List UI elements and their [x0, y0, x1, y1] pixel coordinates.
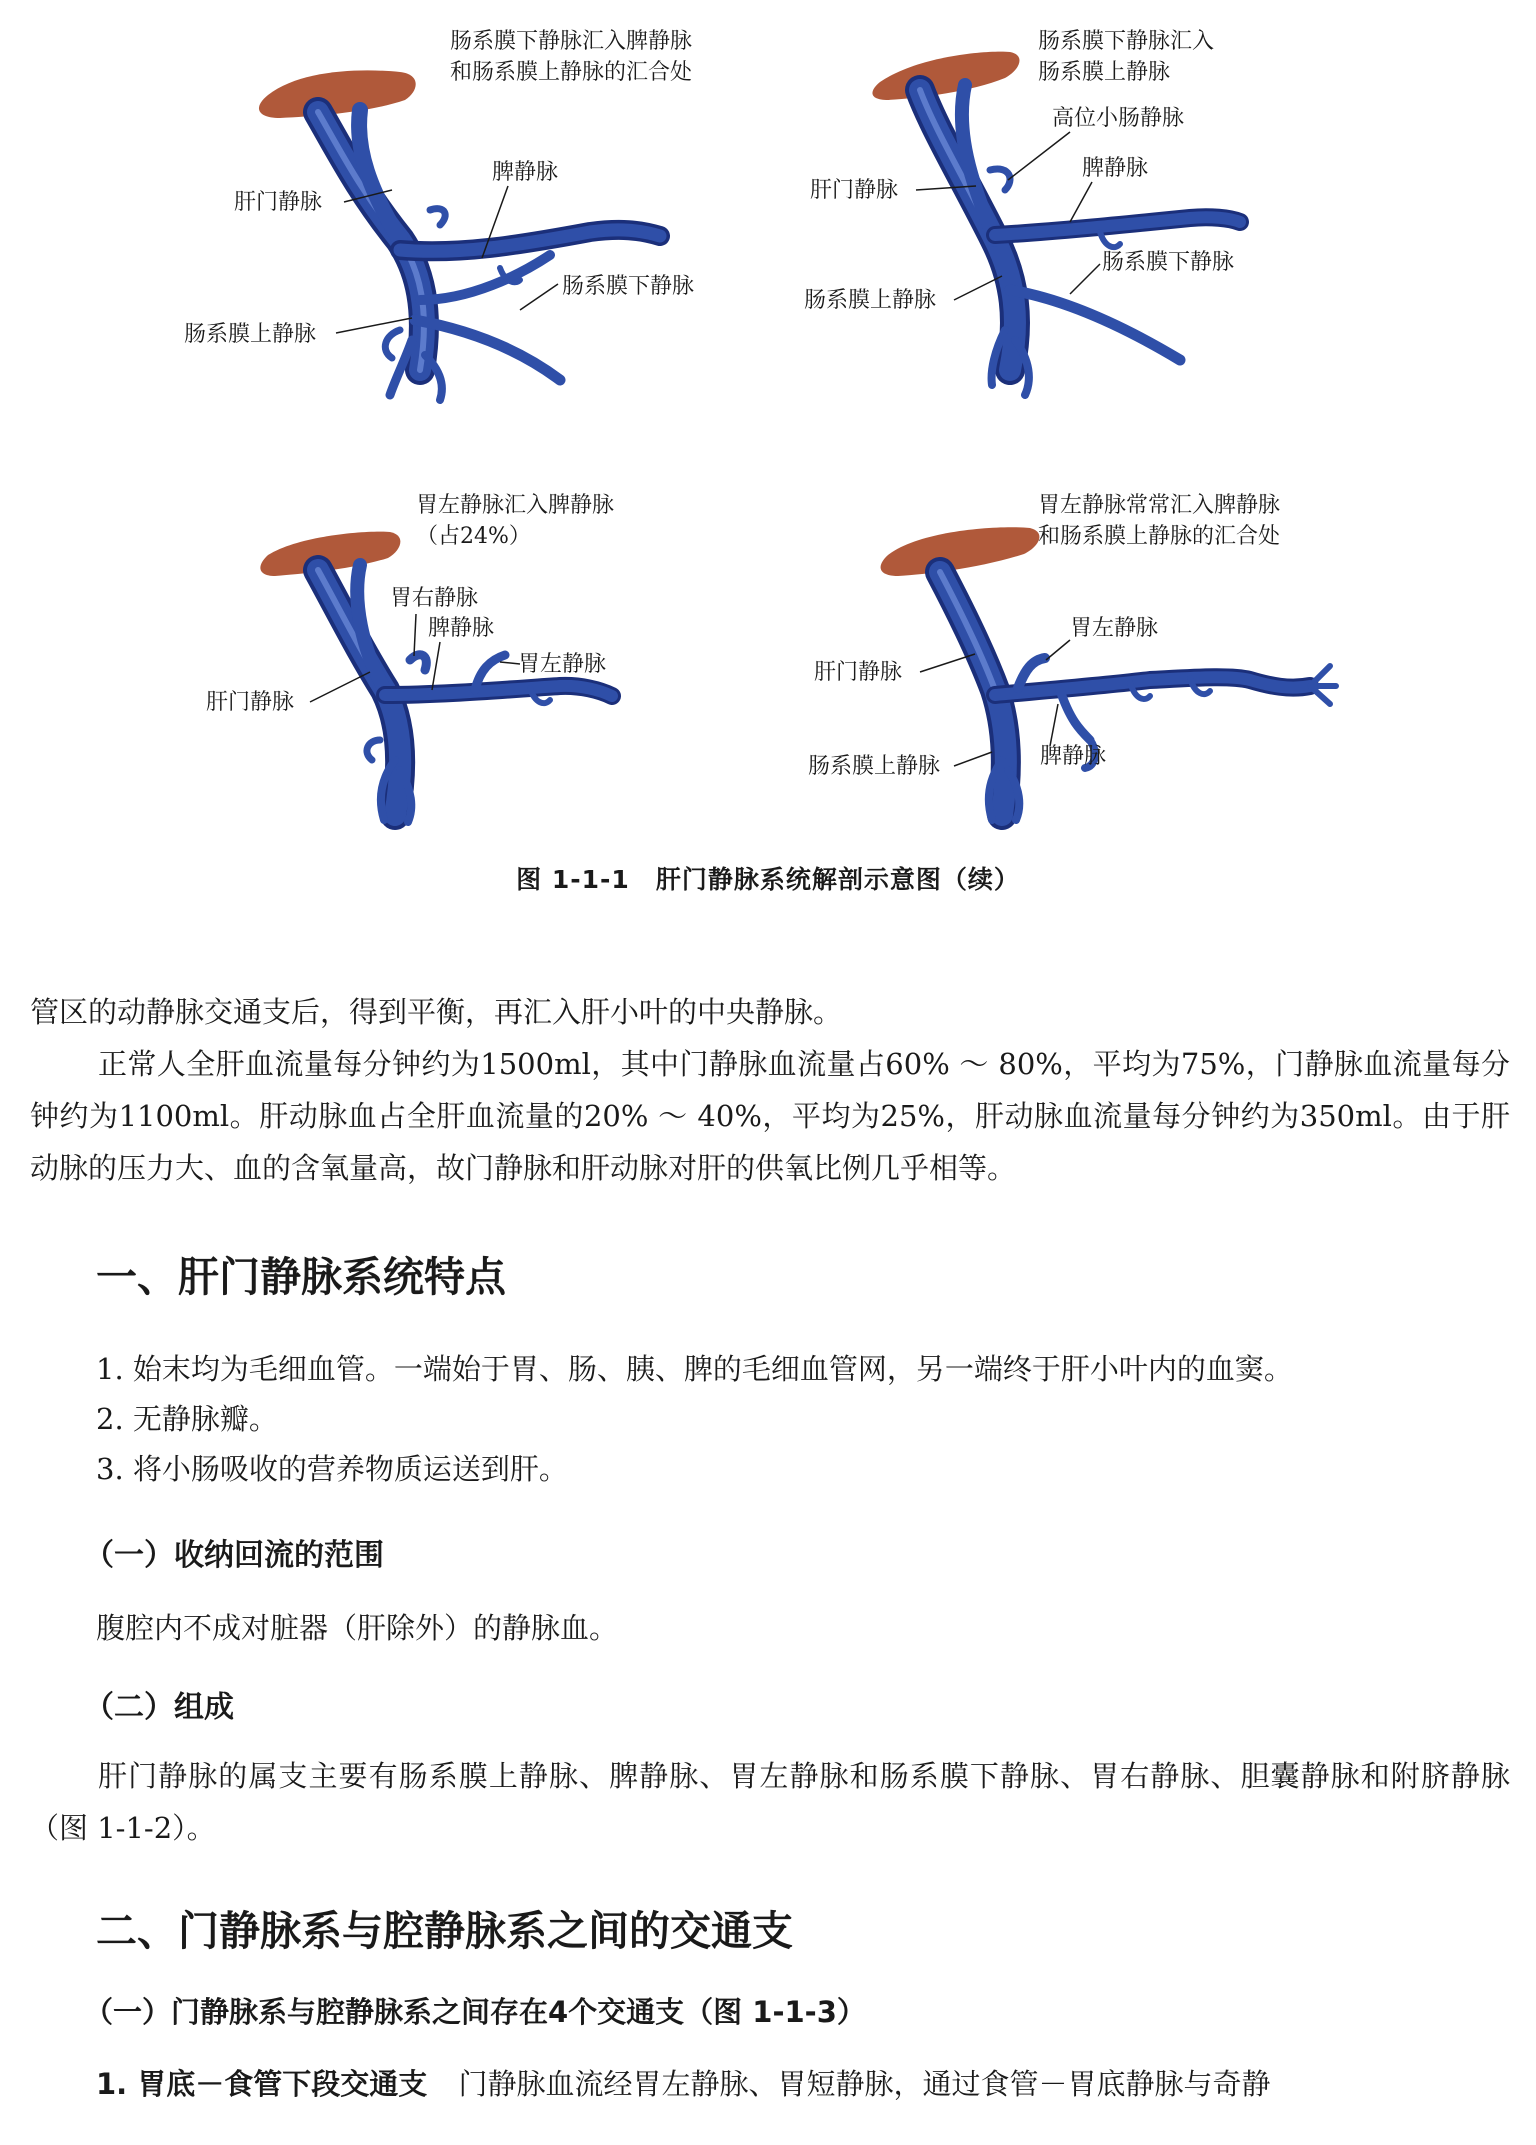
label-portal-vein: 肝门静脉 — [234, 190, 323, 215]
label-splenic-vein: 脾静脉 — [1040, 744, 1107, 769]
paragraph-continuation: 管区的动静脉交通支后，得到平衡，再汇入肝小叶的中央静脉。 — [30, 995, 843, 1029]
list-item: 3. 将小肠吸收的营养物质运送到肝。 — [96, 1452, 568, 1486]
paragraph-composition: 肝门静脉的属支主要有肠系膜上静脉、脾静脉、胃左静脉和肠系膜下静脉、胃右静脉、胆囊静脉和附脐静脉（图 1-1-2）。 — [30, 1759, 1510, 1845]
list-item: 2. 无静脉瓣。 — [96, 1402, 278, 1436]
label-top: 肠系膜下静脉汇入 肠系膜上静脉 — [1038, 29, 1215, 85]
subsection-heading-scope: （一）收纳回流的范围 — [84, 1538, 384, 1573]
paragraph-blood-flow: 正常人全肝血流量每分钟约为1500ml，其中门静脉血流量占60% ～ 80%，平均为75%，门静脉血流量每分钟约为1100ml。肝动脉血占全肝血流量的20% ～ 40%，平均为25%，肝动脉血流量每分钟约为350ml。由于肝动脉的压力大、血的含氧量高，故门静脉和肝动脉对肝的供氧比例几乎相等。 — [30, 1047, 1510, 1185]
item-title: 1. 胃底－食管下段交通支 — [96, 2067, 428, 2101]
label-splenic-vein: 脾静脉 — [1082, 156, 1149, 181]
figure-panel-2 — [770, 0, 1530, 420]
paragraph-scope: 腹腔内不成对脏器（肝除外）的静脉血。 — [96, 1611, 619, 1645]
label-left-gastric-vein: 胃左静脉 — [518, 652, 607, 677]
label-portal-vein: 肝门静脉 — [814, 660, 903, 685]
label-top: 肠系膜下静脉汇入脾静脉 和肠系膜上静脉的汇合处 — [450, 29, 693, 85]
label-inferior-mesenteric-vein: 肠系膜下静脉 — [562, 274, 695, 299]
list-item: 1. 始末均为毛细血管。一端始于胃、肠、胰、脾的毛细血管网，另一端终于肝小叶内的血窦。 — [96, 1352, 1293, 1386]
leader-lines-3 — [0, 490, 760, 840]
leader-lines-4 — [770, 490, 1530, 840]
figure-panel-4 — [770, 490, 1530, 840]
figure-panel-1 — [0, 0, 760, 420]
label-superior-mesenteric-vein: 肠系膜上静脉 — [804, 288, 937, 313]
figure-caption: 图 1-1-1 肝门静脉系统解剖示意图（续） — [516, 865, 1020, 894]
item-text: 门静脉血流经胃左静脉、胃短静脉，通过食管－胃底静脉与奇静 — [458, 2067, 1271, 2101]
subsection-heading-composition: （二）组成 — [84, 1690, 234, 1725]
leader-lines-1 — [0, 0, 760, 420]
label-top: 胃左静脉常常汇入脾静脉 和肠系膜上静脉的汇合处 — [1038, 493, 1281, 549]
subsection-heading-anastomoses: （一）门静脉系与腔静脉系之间存在4个交通支（图 1-1-3） — [84, 1995, 866, 2029]
label-splenic-vein: 脾静脉 — [428, 616, 495, 641]
section-heading-two: 二、门静脉系与腔静脉系之间的交通支 — [96, 1907, 793, 1955]
label-superior-mesenteric-vein: 肠系膜上静脉 — [184, 322, 317, 347]
label-right-gastric-vein: 胃右静脉 — [390, 586, 479, 611]
label-splenic-vein: 脾静脉 — [492, 160, 559, 185]
label-inferior-mesenteric-vein: 肠系膜下静脉 — [1102, 250, 1235, 275]
leader-lines-2 — [770, 0, 1530, 420]
paragraph-anastomosis-1 — [96, 2062, 1516, 2103]
label-high-small-intestine-vein: 高位小肠静脉 — [1052, 106, 1185, 131]
label-portal-vein: 肝门静脉 — [810, 178, 899, 203]
label-superior-mesenteric-vein: 肠系膜上静脉 — [808, 754, 941, 779]
section-heading-one: 一、肝门静脉系统特点 — [96, 1253, 506, 1301]
label-top: 胃左静脉汇入脾静脉 （占24%） — [416, 493, 615, 549]
label-portal-vein: 肝门静脉 — [206, 690, 295, 715]
label-left-gastric-vein: 胃左静脉 — [1070, 616, 1159, 641]
figure-panel-3 — [0, 490, 760, 840]
